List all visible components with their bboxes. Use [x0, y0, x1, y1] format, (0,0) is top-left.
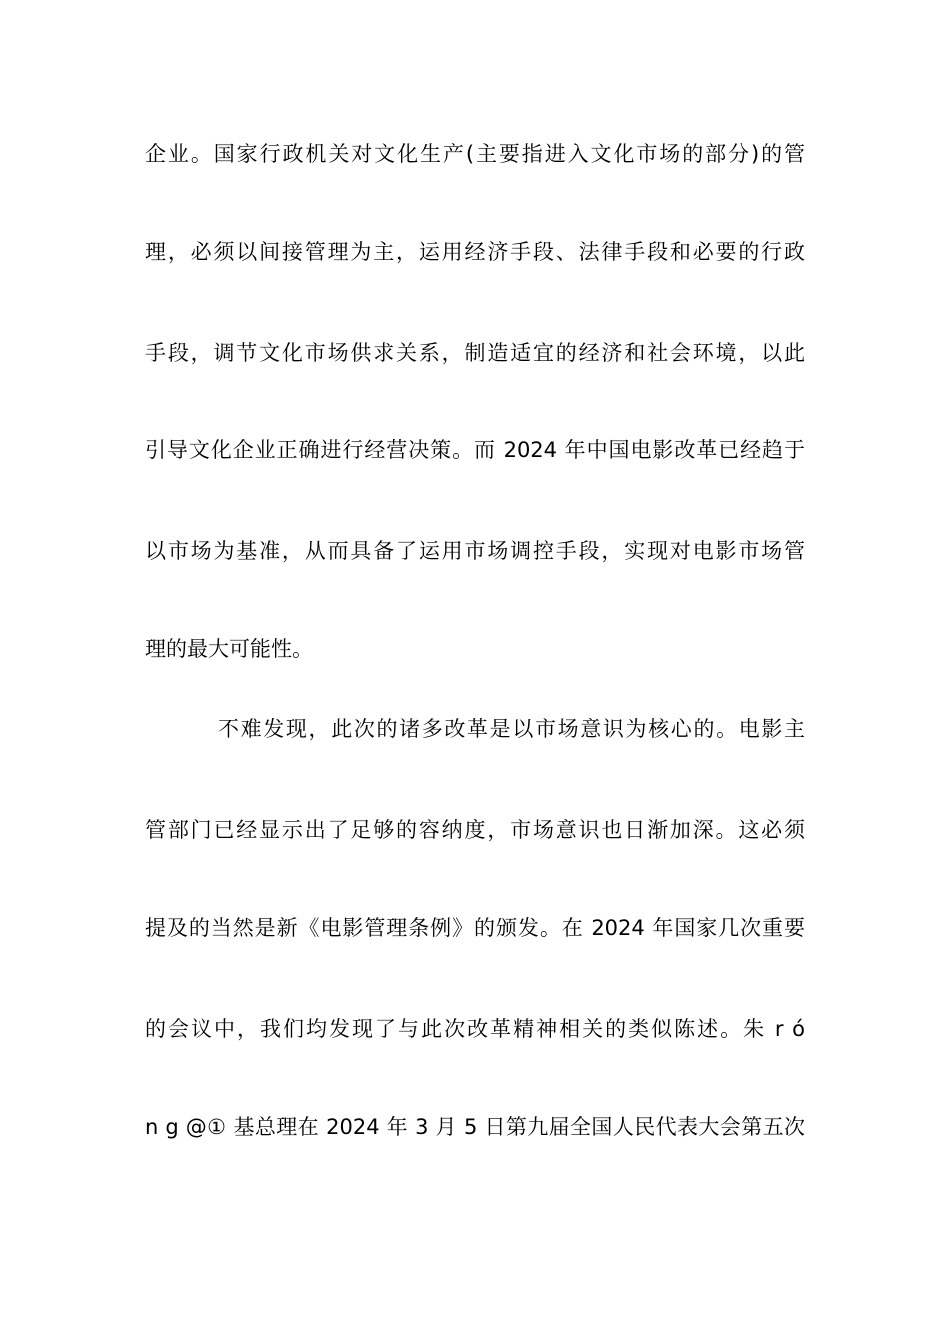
text-line-5: 以市场为基准，从而具备了运用市场调控手段，实现对电影市场管: [145, 539, 805, 563]
text-line-11: n g @① 基总理在 2024 年 3 月 5 日第九届全国人民代表大会第五次: [145, 1115, 805, 1139]
text-line-1: 企业。国家行政机关对文化生产(主要指进入文化市场的部分)的管: [145, 142, 805, 166]
text-line-6: 理的最大可能性。: [145, 637, 313, 661]
text-line-2: 理，必须以间接管理为主，运用经济手段、法律手段和必要的行政: [145, 240, 805, 264]
text-line-8: 管部门已经显示出了足够的容纳度，市场意识也日渐加深。这必须: [145, 818, 805, 842]
text-line-4: 引导文化企业正确进行经营决策。而 2024 年中国电影改革已经趋于: [145, 438, 805, 462]
text-line-9: 提及的当然是新《电影管理条例》的颁发。在 2024 年国家几次重要: [145, 916, 805, 940]
text-line-7: 不难发现，此次的诸多改革是以市场意识为核心的。电影主: [218, 717, 805, 741]
text-line-3: 手段，调节文化市场供求关系，制造适宜的经济和社会环境，以此: [145, 341, 805, 365]
text-line-10: 的会议中，我们均发现了与此次改革精神相关的类似陈述。朱 r ó: [145, 1017, 805, 1041]
